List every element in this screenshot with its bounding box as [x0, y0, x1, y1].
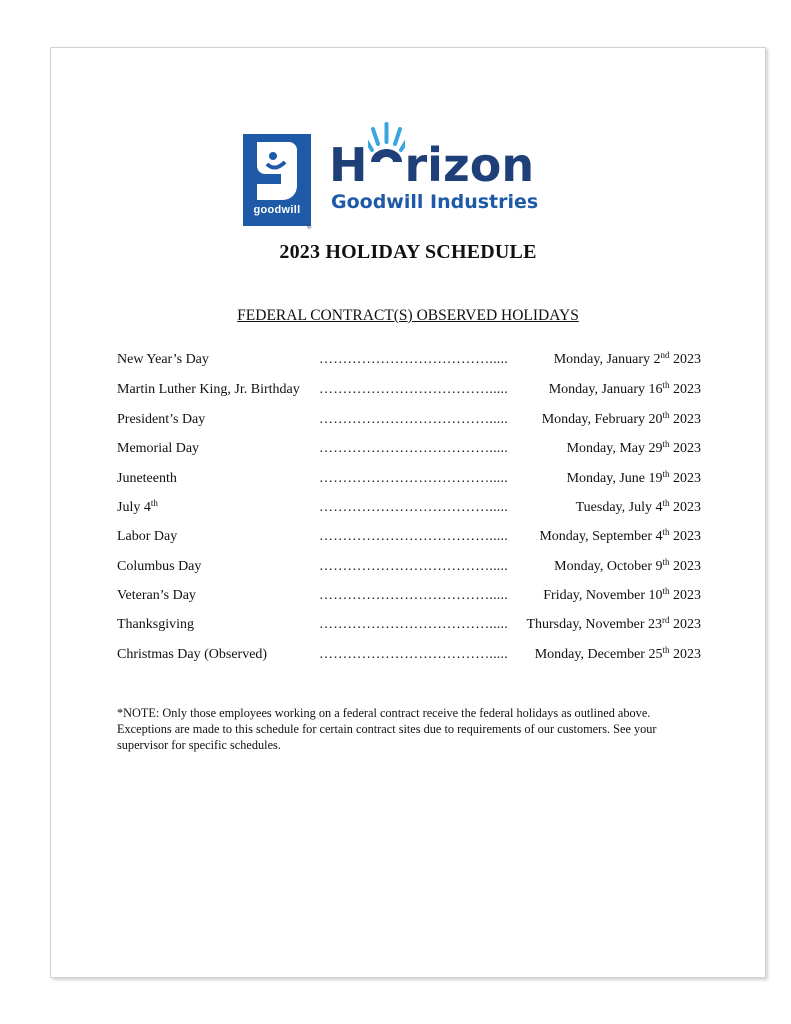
- dot-leader: ……………………………….....: [319, 382, 508, 397]
- horizon-wordmark: [329, 139, 534, 191]
- goodwill-wordmark: goodwill: [253, 204, 301, 216]
- holiday-date: Friday, November 10th 2023: [543, 586, 701, 603]
- holiday-row: [117, 379, 701, 401]
- horizon-prefix: H: [329, 138, 368, 192]
- holiday-date: Monday, January 2nd 2023: [553, 350, 701, 367]
- horizon-suffix: rizon: [404, 138, 535, 192]
- holiday-name: Thanksgiving: [117, 617, 194, 632]
- holiday-row: [117, 644, 701, 666]
- goodwill-industries-subtitle: Goodwill Industries: [331, 191, 539, 213]
- holiday-name: Martin Luther King, Jr. Birthday: [117, 382, 300, 397]
- holiday-row: [117, 526, 701, 548]
- dot-leader: ……………………………….....: [319, 559, 508, 574]
- holiday-name: Veteran’s Day: [117, 588, 196, 603]
- dot-leader: ……………………………….....: [319, 529, 508, 544]
- holiday-date: Monday, October 9th 2023: [554, 557, 701, 574]
- holiday-date: Monday, June 19th 2023: [566, 469, 701, 486]
- horizon-goodwill-logo: [243, 133, 579, 235]
- holiday-name: Memorial Day: [117, 441, 200, 456]
- holiday-name: President’s Day: [117, 412, 206, 427]
- page-title: 2023 HOLIDAY SCHEDULE: [279, 241, 537, 263]
- holiday-row: [117, 614, 701, 636]
- goodwill-smiling-g-icon: [243, 134, 311, 204]
- holiday-row: [117, 438, 701, 460]
- footnote: *NOTE: Only those employees working on a federal contract receive the federal holidays as outlined above. Exceptions are made to this schedule for certain contract sites due to requirements of our customers. See your supervisor for specific schedules.: [117, 706, 657, 752]
- dot-leader: ……………………………….....: [319, 588, 508, 603]
- holiday-name: New Year’s Day: [117, 352, 209, 367]
- section-heading: FEDERAL CONTRACT(S) OBSERVED HOLIDAYS: [237, 307, 579, 324]
- holiday-row: [117, 468, 701, 490]
- holiday-date: Monday, December 25th 2023: [534, 645, 701, 662]
- document-page: [50, 47, 766, 978]
- holiday-date: Monday, January 16th 2023: [548, 380, 701, 397]
- dot-leader: ……………………………….....: [319, 500, 508, 515]
- holiday-date: Monday, May 29th 2023: [566, 439, 701, 456]
- holiday-name: Christmas Day (Observed): [117, 647, 268, 662]
- dot-leader: ……………………………….....: [319, 617, 508, 632]
- sunrise-o-icon: [368, 151, 405, 181]
- holiday-name: Juneteenth: [117, 471, 177, 486]
- dot-leader: ……………………………….....: [319, 647, 508, 662]
- holiday-date: Monday, September 4th 2023: [539, 527, 701, 544]
- dot-leader: ……………………………….....: [319, 352, 508, 367]
- holiday-row: [117, 497, 701, 519]
- dot-leader: ……………………………….....: [319, 471, 508, 486]
- registered-mark: ®: [307, 225, 312, 231]
- holiday-date: Tuesday, July 4th 2023: [575, 498, 701, 515]
- holiday-date: Thursday, November 23rd 2023: [526, 615, 701, 632]
- holiday-row: [117, 556, 701, 578]
- dot-leader: ……………………………….....: [319, 441, 508, 456]
- holiday-name: Columbus Day: [117, 559, 202, 574]
- holiday-name: July 4th: [117, 498, 158, 515]
- goodwill-logo-box: [243, 134, 311, 226]
- holiday-row: [117, 409, 701, 431]
- dot-leader: ……………………………….....: [319, 412, 508, 427]
- holiday-row: [117, 349, 701, 371]
- holiday-date: Monday, February 20th 2023: [541, 410, 701, 427]
- holiday-name: Labor Day: [117, 529, 178, 544]
- holiday-row: [117, 585, 701, 607]
